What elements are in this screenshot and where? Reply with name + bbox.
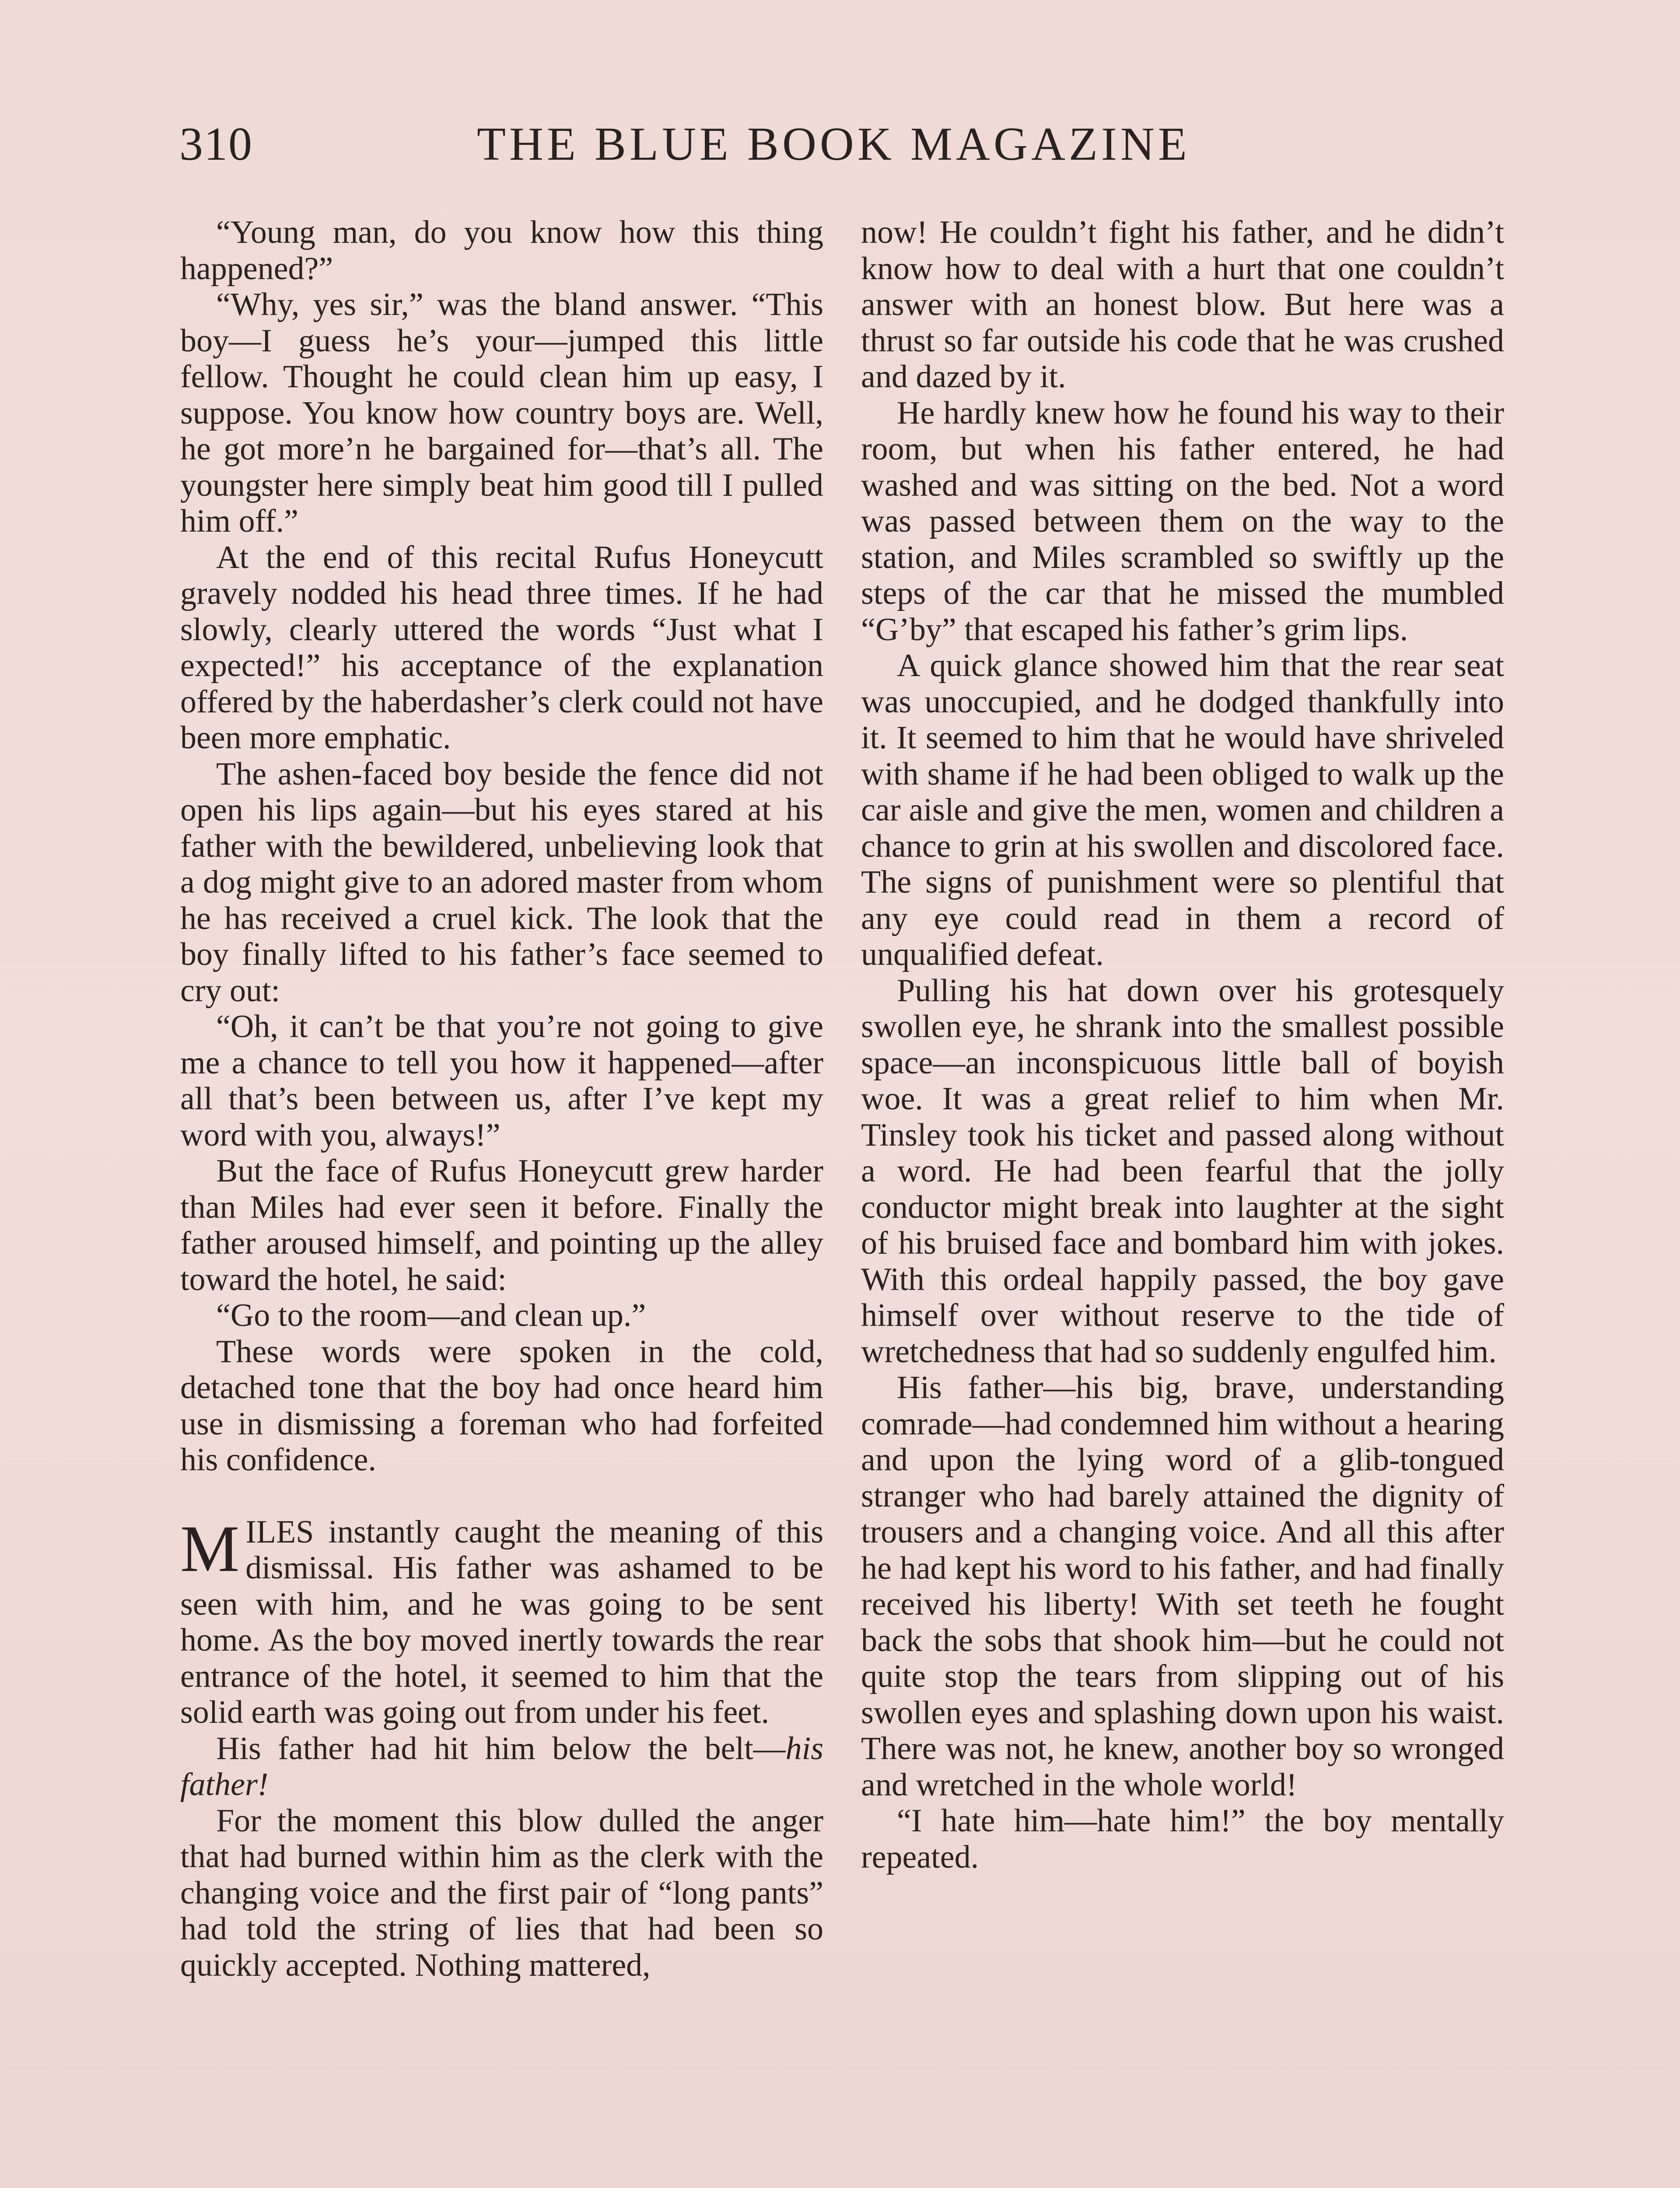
paragraph: At the end of this recital Rufus Honeycutt gravely nodded his head three times. If he had slowly, clearly uttered the words “Just what I expected!” his acceptance of the explanation offered by the haberdasher’s clerk could not have been more emphatic. xyxy=(180,539,823,756)
paragraph: He hardly knew how he found his way to their room, but when his father entered, he had washed and was sitting on the bed. Not a word was passed between them on the way to the station, and Miles scrambled so swiftly up the steps of the car that he missed the mumbled “G’by” that escaped his father’s grim lips. xyxy=(861,395,1504,648)
paragraph-text: His father had hit him below the belt— xyxy=(216,1730,786,1767)
paragraph: “Go to the room—and clean up.” xyxy=(216,1297,646,1333)
drop-cap: M xyxy=(180,1511,240,1585)
paragraph: “Oh, it can’t be that you’re not going to give me a chance to tell you how it happened—after all that’s been between us, after I’ve kept my word with you, always!” xyxy=(180,1009,823,1153)
section-opening-paragraph xyxy=(180,1511,823,1731)
paragraph: now! He couldn’t fight his father, and he didn’t know how to deal with a hurt that one couldn’t answer with an honest blow. But here was a thrust so far outside his code that he was crushed and dazed by it. xyxy=(861,214,1504,395)
right-column xyxy=(861,214,1504,1875)
paragraph: His father—his big, brave, understanding comrade—had condemned him without a hearing and upon the lying word of a glib-tongued stranger who had barely attained the dignity of trousers and a changing voice. And all this after he had kept his word to his father, and had finally received his liberty! With set teeth he fought back the sobs that shook him—but he could not quite stop the tears from slipping out of his swollen eyes and splashing down upon his waist. There was not, he knew, another boy so wronged and wretched in the whole world! xyxy=(861,1370,1504,1803)
paragraph: The ashen-faced boy beside the fence did not open his lips again—but his eyes stared at his father with the bewildered, unbelieving look that a dog might give to an adored master from whom he has received a cruel kick. The look that the boy finally lifted to his father’s face seemed to cry out: xyxy=(180,756,823,1009)
paragraph: A quick glance showed him that the rear seat was unoccupied, and he dodged thankfully into it. It seemed to him that he would have shriveled with shame if he had been obliged to walk up the car aisle and give the men, women and children a chance to grin at his swollen and discolored face. The signs of punishment were so plentiful that any eye could read in them a record of unqualified defeat. xyxy=(861,648,1504,972)
paragraph: These words were spoken in the cold, detached tone that the boy had once heard him use in dismissing a foreman who had forfeited his confidence. xyxy=(180,1333,823,1478)
paragraph: Pulling his hat down over his grotesquely swollen eye, he shrank into the smallest possible space—an inconspicuous little ball of boyish woe. It was a great relief to him when Mr. Tinsley took his ticket and passed along without a word. He had been fearful that the jolly conductor might break into laughter at the sight of his bruised face and bombard him with jokes. With this ordeal happily passed, the boy gave himself over without reserve to the tide of wretchedness that had so suddenly engulfed him. xyxy=(861,972,1504,1370)
section-break xyxy=(180,1478,823,1514)
paragraph-text: ILES instantly caught the meaning of this dismissal. His father was ashamed to be seen with him, and he was going to be sent home. As the boy moved inertly towards the rear entrance of the hotel, it seemed to him that the solid earth was going out from under his feet. xyxy=(180,1514,823,1730)
paragraph: “I hate him—hate him!” the boy mentally repeated. xyxy=(861,1803,1504,1875)
paragraph: But the face of Rufus Honeycutt grew harder than Miles had ever seen it before. Finally the father aroused himself, and pointing up the alley toward the hotel, he said: xyxy=(180,1153,823,1297)
paragraph: For the moment this blow dulled the anger that had burned within him as the clerk with the changing voice and the first pair of “long pants” had told the string of lies that had been so quickly accepted. Nothing mattered, xyxy=(180,1802,823,1983)
magazine-title: THE BLUE BOOK MAGAZINE xyxy=(477,118,1190,170)
left-column xyxy=(180,214,823,1983)
page-header xyxy=(179,117,1256,174)
paragraph xyxy=(180,1731,823,1803)
page-number: 310 xyxy=(179,118,253,170)
paragraph: “Why, yes sir,” was the bland answer. “This boy—I guess he’s your—jumped this little fellow. Thought he could clean him up easy, I suppose. You know how country boys are. Well, he got more’n he bargained for—that’s all. The youngster here simply beat him good till I pulled him off.” xyxy=(180,287,823,539)
paragraph: “Young man, do you know how this thing happened?” xyxy=(180,214,823,287)
italic-emphasis: his father! xyxy=(180,1730,823,1802)
